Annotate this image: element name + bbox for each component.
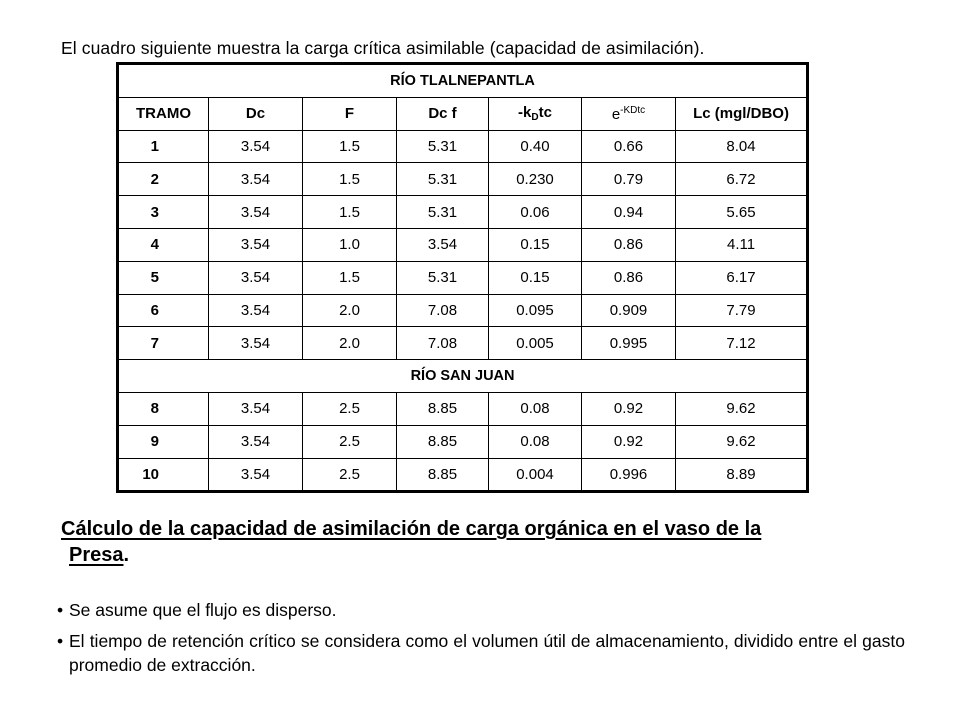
cell-dcf: 8.85 (397, 425, 489, 458)
cell-f: 1.5 (303, 196, 397, 229)
header-e-exponent: -KDtc (620, 104, 646, 116)
cell-lc: 7.12 (676, 327, 808, 360)
cell-tramo: 8 (118, 392, 209, 425)
cell-e: 0.66 (582, 130, 676, 163)
cell-k: 0.15 (489, 261, 582, 294)
cell-e: 0.996 (582, 458, 676, 492)
cell-dcf: 8.85 (397, 392, 489, 425)
table-row (118, 294, 808, 327)
cell-e: 0.86 (582, 228, 676, 261)
bullet-marker: • (57, 631, 64, 651)
table-row (118, 228, 808, 261)
table-row (118, 130, 808, 163)
cell-e: 0.909 (582, 294, 676, 327)
cell-tramo: 3 (118, 196, 209, 229)
cell-dc: 3.54 (209, 261, 303, 294)
cell-e: 0.94 (582, 196, 676, 229)
cell-dc: 3.54 (209, 327, 303, 360)
section-header-row (118, 360, 808, 393)
header-k-prefix: -k (518, 104, 532, 122)
bullet-item (57, 598, 905, 622)
cell-lc: 6.72 (676, 163, 808, 196)
cell-tramo: 1 (118, 130, 209, 163)
header-e (582, 97, 676, 130)
cell-tramo: 2 (118, 163, 209, 196)
cell-f: 1.5 (303, 261, 397, 294)
cell-k: 0.40 (489, 130, 582, 163)
assimilation-table (116, 62, 809, 493)
cell-lc: 6.17 (676, 261, 808, 294)
header-dc: Dc (209, 97, 303, 130)
heading-line-2-suffix: . (123, 544, 130, 566)
cell-lc: 9.62 (676, 392, 808, 425)
cell-dcf: 7.08 (397, 294, 489, 327)
bullet-marker: • (57, 600, 64, 620)
cell-tramo: 4 (118, 228, 209, 261)
cell-lc: 7.79 (676, 294, 808, 327)
section-title-tlalnepantla: RÍO TLALNEPANTLA (118, 64, 808, 98)
bullet-item (57, 629, 905, 677)
cell-dc: 3.54 (209, 130, 303, 163)
cell-k: 0.095 (489, 294, 582, 327)
header-lc: Lc (mgl/DBO) (676, 97, 808, 130)
cell-tramo: 5 (118, 261, 209, 294)
cell-lc: 5.65 (676, 196, 808, 229)
cell-dcf: 5.31 (397, 196, 489, 229)
cell-k: 0.230 (489, 163, 582, 196)
cell-f: 2.5 (303, 458, 397, 492)
table-body (118, 64, 808, 492)
cell-dc: 3.54 (209, 228, 303, 261)
cell-k: 0.08 (489, 425, 582, 458)
cell-e: 0.995 (582, 327, 676, 360)
bullet-text: El tiempo de retención crítico se considera como el volumen útil de almacenamiento, dividido entre el gasto promedio de extracción. (69, 631, 905, 675)
bullet-list (57, 598, 905, 684)
bullet-text: Se asume que el flujo es disperso. (69, 600, 337, 620)
cell-f: 1.0 (303, 228, 397, 261)
cell-dcf: 5.31 (397, 130, 489, 163)
cell-f: 2.5 (303, 392, 397, 425)
cell-tramo: 7 (118, 327, 209, 360)
cell-e: 0.92 (582, 425, 676, 458)
cell-f: 2.0 (303, 294, 397, 327)
header-f: F (303, 97, 397, 130)
cell-dcf: 7.08 (397, 327, 489, 360)
heading-line-1: Cálculo de la capacidad de asimilación de carga orgánica en el vaso de la (61, 518, 762, 540)
header-e-base: e (611, 105, 621, 123)
section-title-san-juan: RÍO SAN JUAN (118, 360, 808, 393)
cell-lc: 4.11 (676, 228, 808, 261)
cell-dc: 3.54 (209, 392, 303, 425)
cell-dcf: 8.85 (397, 458, 489, 492)
table-row (118, 327, 808, 360)
cell-f: 2.5 (303, 425, 397, 458)
cell-e: 0.92 (582, 392, 676, 425)
table-row (118, 458, 808, 492)
header-tramo: TRAMO (118, 97, 209, 130)
cell-tramo: 10 (118, 458, 209, 492)
table-row (118, 261, 808, 294)
table-row (118, 196, 808, 229)
section-header-row (118, 64, 808, 98)
header-k-suffix: tc (538, 104, 552, 122)
heading-line-2: Presa (69, 544, 124, 566)
cell-dcf: 5.31 (397, 261, 489, 294)
cell-dcf: 3.54 (397, 228, 489, 261)
cell-f: 1.5 (303, 130, 397, 163)
cell-k: 0.08 (489, 392, 582, 425)
cell-k: 0.005 (489, 327, 582, 360)
header-k (489, 97, 582, 130)
intro-text: El cuadro siguiente muestra la carga crítica asimilable (capacidad de asimilación). (61, 38, 705, 58)
cell-dc: 3.54 (209, 425, 303, 458)
header-dcf: Dc f (397, 97, 489, 130)
table-row (118, 163, 808, 196)
section-heading (61, 516, 881, 568)
header-k-subscript: D (531, 112, 539, 124)
table-row (118, 392, 808, 425)
cell-dc: 3.54 (209, 163, 303, 196)
cell-k: 0.06 (489, 196, 582, 229)
cell-f: 2.0 (303, 327, 397, 360)
table-row (118, 425, 808, 458)
cell-lc: 8.04 (676, 130, 808, 163)
column-header-row (118, 97, 808, 130)
cell-dc: 3.54 (209, 196, 303, 229)
cell-k: 0.15 (489, 228, 582, 261)
cell-dc: 3.54 (209, 458, 303, 492)
cell-dcf: 5.31 (397, 163, 489, 196)
cell-lc: 9.62 (676, 425, 808, 458)
cell-e: 0.79 (582, 163, 676, 196)
cell-tramo: 6 (118, 294, 209, 327)
cell-e: 0.86 (582, 261, 676, 294)
cell-k: 0.004 (489, 458, 582, 492)
cell-lc: 8.89 (676, 458, 808, 492)
cell-tramo: 9 (118, 425, 209, 458)
cell-f: 1.5 (303, 163, 397, 196)
cell-dc: 3.54 (209, 294, 303, 327)
